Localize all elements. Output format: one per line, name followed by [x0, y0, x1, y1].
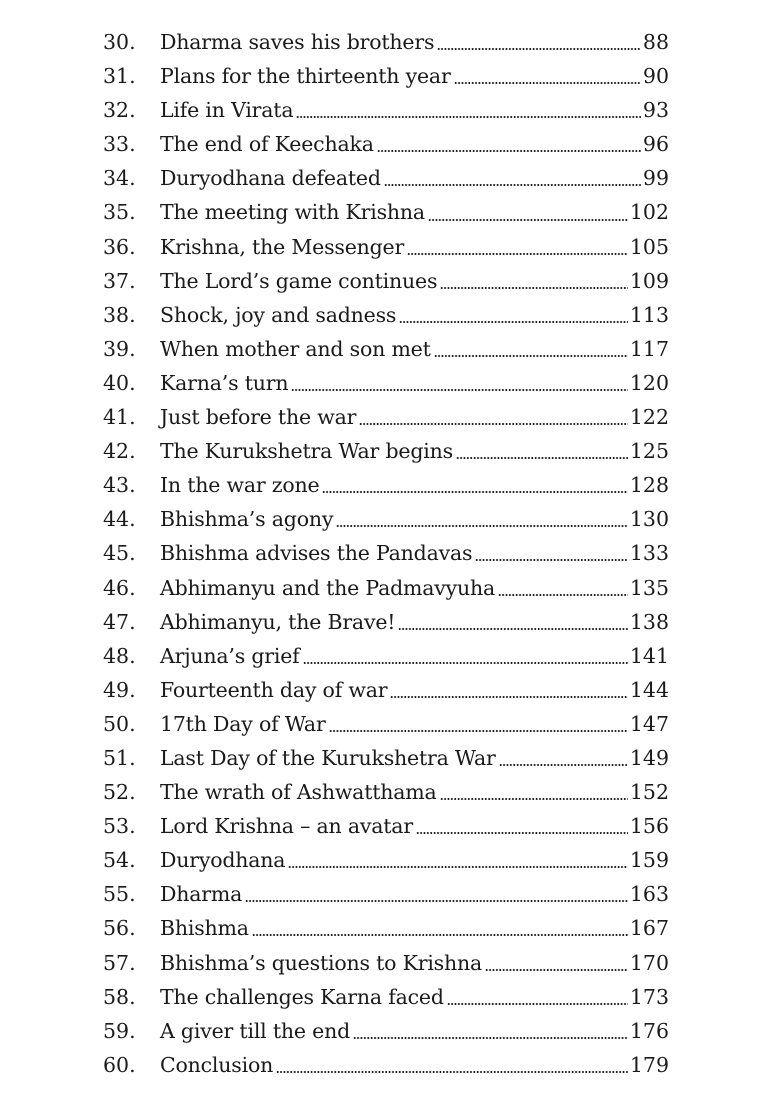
chapter-number: 45. — [103, 541, 136, 566]
dot-leader — [440, 797, 628, 801]
dot-leader — [440, 286, 628, 290]
chapter-number: 43. — [103, 473, 136, 498]
toc-line — [160, 536, 669, 570]
toc-entry — [0, 298, 780, 332]
chapter-number: 52. — [103, 780, 136, 805]
toc-line — [160, 127, 669, 161]
page-number: 122 — [629, 405, 669, 430]
dot-leader — [454, 81, 641, 85]
page-number: 159 — [629, 848, 669, 873]
chapter-title: Shock, joy and sadness — [160, 302, 397, 327]
chapter-title: Abhimanyu, the Brave! — [160, 609, 396, 634]
toc-line — [160, 298, 669, 332]
dot-leader — [416, 831, 628, 835]
chapter-number: 44. — [103, 507, 136, 532]
toc-line — [160, 809, 669, 843]
toc-entry — [0, 502, 780, 536]
chapter-number: 50. — [103, 711, 136, 736]
dot-leader — [276, 1070, 628, 1074]
chapter-number: 57. — [103, 950, 136, 975]
toc-entry — [0, 366, 780, 400]
toc-entry — [0, 741, 780, 775]
toc-entry — [0, 946, 780, 980]
chapter-title: A giver till the end — [160, 1018, 350, 1043]
dot-leader — [485, 968, 628, 972]
chapter-title: Abhimanyu and the Padmavyuha — [160, 575, 496, 600]
page-number: 90 — [642, 64, 669, 89]
dot-leader — [384, 183, 641, 187]
page-number: 149 — [629, 745, 669, 770]
dot-leader — [296, 115, 641, 119]
toc-entry — [0, 59, 780, 93]
chapter-number: 36. — [103, 234, 136, 259]
chapter-number: 47. — [103, 609, 136, 634]
chapter-number: 40. — [103, 370, 136, 395]
toc-line — [160, 571, 669, 605]
toc-line — [160, 366, 669, 400]
toc-line — [160, 502, 669, 536]
toc-entry — [0, 434, 780, 468]
chapter-number: 48. — [103, 643, 136, 668]
dot-leader — [434, 354, 628, 358]
toc-entry — [0, 911, 780, 945]
chapter-number: 49. — [103, 677, 136, 702]
toc-entry — [0, 571, 780, 605]
chapter-title: The Kurukshetra War begins — [160, 439, 453, 464]
toc-line — [160, 332, 669, 366]
chapter-title: In the war zone — [160, 473, 320, 498]
page-number: 138 — [629, 609, 669, 634]
chapter-title: Duryodhana — [160, 848, 286, 873]
chapter-title: Conclusion — [160, 1052, 274, 1077]
toc-entry — [0, 264, 780, 298]
page-number: 163 — [629, 882, 669, 907]
toc-entry — [0, 195, 780, 229]
toc-line — [160, 161, 669, 195]
toc-line — [160, 980, 669, 1014]
page-number: 144 — [629, 677, 669, 702]
dot-leader — [359, 422, 628, 426]
chapter-number: 53. — [103, 814, 136, 839]
page-number: 125 — [629, 439, 669, 464]
toc-line — [160, 400, 669, 434]
chapter-number: 35. — [103, 200, 136, 225]
toc-entry — [0, 980, 780, 1014]
chapter-number: 54. — [103, 848, 136, 873]
toc-line — [160, 707, 669, 741]
chapter-title: Last Day of the Kurukshetra War — [160, 745, 496, 770]
chapter-title: Bhishma advises the Pandavas — [160, 541, 473, 566]
page-number: 176 — [629, 1018, 669, 1043]
dot-leader — [399, 320, 628, 324]
chapter-number: 34. — [103, 166, 136, 191]
toc-line — [160, 877, 669, 911]
chapter-title: The Lord’s game continues — [160, 268, 438, 293]
chapter-title: Duryodhana defeated — [160, 166, 381, 191]
chapter-number: 51. — [103, 745, 136, 770]
page-number: 113 — [629, 302, 669, 327]
chapter-number: 39. — [103, 336, 136, 361]
page-number: 141 — [629, 643, 669, 668]
toc-line — [160, 741, 669, 775]
dot-leader — [252, 933, 628, 937]
dot-leader — [329, 729, 628, 733]
toc-entry — [0, 775, 780, 809]
chapter-title: Bhishma’s agony — [160, 507, 334, 532]
chapter-title: Life in Virata — [160, 98, 294, 123]
chapter-title: The challenges Karna faced — [160, 984, 444, 1009]
chapter-title: Just before the war — [160, 405, 357, 430]
chapter-number: 55. — [103, 882, 136, 907]
dot-leader — [475, 558, 628, 562]
chapter-number: 33. — [103, 132, 136, 157]
chapter-title: The meeting with Krishna — [160, 200, 425, 225]
toc-line — [160, 25, 669, 59]
dot-leader — [447, 1002, 628, 1006]
toc-entry — [0, 809, 780, 843]
chapter-number: 59. — [103, 1018, 136, 1043]
toc-entry — [0, 536, 780, 570]
chapter-title: The wrath of Ashwatthama — [160, 780, 437, 805]
dot-leader — [499, 763, 628, 767]
chapter-title: Karna’s turn — [160, 370, 289, 395]
chapter-title: Plans for the thirteenth year — [160, 64, 451, 89]
toc-entry — [0, 1014, 780, 1048]
toc-entry — [0, 639, 780, 673]
chapter-title: Arjuna’s grief — [160, 643, 300, 668]
page-number: 135 — [629, 575, 669, 600]
dot-leader — [398, 627, 628, 631]
toc-line — [160, 93, 669, 127]
dot-leader — [407, 252, 628, 256]
toc-line — [160, 911, 669, 945]
dot-leader — [291, 388, 628, 392]
chapter-title: When mother and son met — [160, 336, 431, 361]
chapter-number: 46. — [103, 575, 136, 600]
dot-leader — [353, 1036, 628, 1040]
toc-line — [160, 230, 669, 264]
toc-line — [160, 1048, 669, 1082]
page-number: 105 — [629, 234, 669, 259]
page-number: 96 — [642, 132, 669, 157]
dot-leader — [288, 865, 628, 869]
chapter-number: 37. — [103, 268, 136, 293]
page-number: 130 — [629, 507, 669, 532]
page-number: 109 — [629, 268, 669, 293]
chapter-title: Krishna, the Messenger — [160, 234, 405, 259]
page-number: 128 — [629, 473, 669, 498]
toc-line — [160, 264, 669, 298]
chapter-title: 17th Day of War — [160, 711, 326, 736]
page-number: 117 — [629, 336, 669, 361]
toc-entry — [0, 230, 780, 264]
dot-leader — [322, 490, 627, 494]
page-number: 179 — [629, 1052, 669, 1077]
toc-line — [160, 946, 669, 980]
toc-entry — [0, 400, 780, 434]
chapter-title: Bhishma’s questions to Krishna — [160, 950, 483, 975]
table-of-contents — [0, 25, 780, 1082]
page-number: 93 — [642, 98, 669, 123]
toc-line — [160, 434, 669, 468]
dot-leader — [428, 218, 628, 222]
page-number: 147 — [629, 711, 669, 736]
toc-line — [160, 843, 669, 877]
toc-line — [160, 639, 669, 673]
toc-entry — [0, 127, 780, 161]
toc-entry — [0, 332, 780, 366]
dot-leader — [498, 593, 628, 597]
chapter-title: Fourteenth day of war — [160, 677, 388, 702]
page-number: 102 — [629, 200, 669, 225]
toc-entry — [0, 673, 780, 707]
page-number: 167 — [629, 916, 669, 941]
page-number: 152 — [629, 780, 669, 805]
dot-leader — [377, 149, 641, 153]
dot-leader — [390, 695, 627, 699]
chapter-title: Dharma saves his brothers — [160, 30, 435, 54]
chapter-number: 58. — [103, 984, 136, 1009]
dot-leader — [245, 899, 628, 903]
toc-line — [160, 673, 669, 707]
toc-line — [160, 195, 669, 229]
dot-leader — [303, 661, 628, 665]
toc-line — [160, 1014, 669, 1048]
toc-line — [160, 605, 669, 639]
chapter-number: 41. — [103, 405, 136, 430]
toc-entry — [0, 605, 780, 639]
chapter-number: 60. — [103, 1052, 136, 1077]
toc-entry — [0, 1048, 780, 1082]
chapter-number: 30. — [103, 30, 136, 54]
chapter-number: 56. — [103, 916, 136, 941]
toc-entry — [0, 161, 780, 195]
chapter-title: Dharma — [160, 882, 243, 907]
toc-entry — [0, 877, 780, 911]
toc-entry — [0, 707, 780, 741]
page-number: 120 — [629, 370, 669, 395]
page-number: 170 — [629, 950, 669, 975]
toc-entry — [0, 843, 780, 877]
page-number: 88 — [642, 30, 669, 54]
chapter-number: 31. — [103, 64, 136, 89]
chapter-number: 42. — [103, 439, 136, 464]
page-number: 99 — [642, 166, 669, 191]
page-number: 133 — [629, 541, 669, 566]
dot-leader — [437, 47, 641, 51]
page-number: 173 — [629, 984, 669, 1009]
toc-line — [160, 775, 669, 809]
toc-entry — [0, 93, 780, 127]
dot-leader — [456, 456, 628, 460]
dot-leader — [336, 524, 628, 528]
page-number: 156 — [629, 814, 669, 839]
chapter-title: Lord Krishna – an avatar — [160, 814, 413, 839]
chapter-title: The end of Keechaka — [160, 132, 374, 157]
chapter-title: Bhishma — [160, 916, 249, 941]
chapter-number: 38. — [103, 302, 136, 327]
toc-line — [160, 59, 669, 93]
toc-line — [160, 468, 669, 502]
chapter-number: 32. — [103, 98, 136, 123]
toc-entry — [0, 468, 780, 502]
toc-entry — [0, 25, 780, 59]
